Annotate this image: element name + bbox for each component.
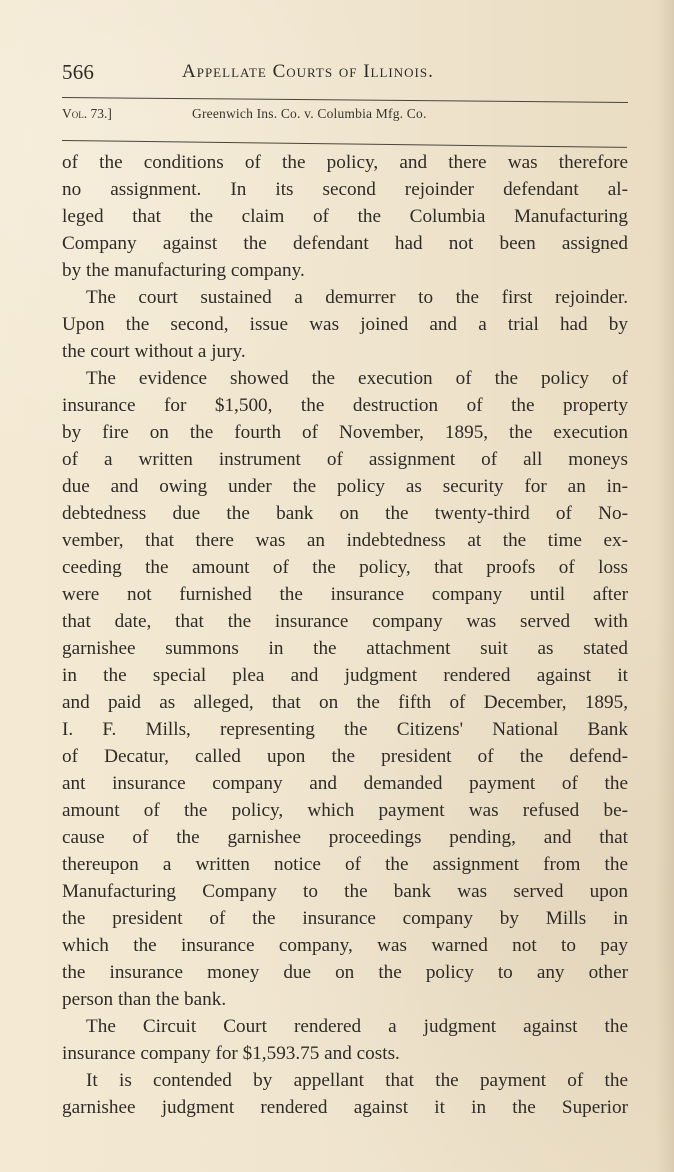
text-line: due and owing under the policy as security for an in- bbox=[62, 476, 628, 497]
text-line: which the insurance company, was warned not to pay bbox=[62, 935, 628, 956]
case-title: Greenwich Ins. Co. v. Columbia Mfg. Co. bbox=[192, 106, 427, 121]
text-line: amount of the policy, which payment was refused be- bbox=[62, 800, 628, 821]
text-line: by fire on the fourth of November, 1895, the execution bbox=[62, 422, 628, 443]
body-text bbox=[62, 149, 628, 1121]
text-line: Manufacturing Company to the bank was served upon bbox=[62, 881, 628, 902]
text-line: ant insurance company and demanded payment of the bbox=[62, 773, 628, 794]
text-line: The evidence showed the execution of the policy of bbox=[86, 368, 628, 389]
case-subheader bbox=[62, 106, 634, 126]
header-rule-bottom bbox=[62, 140, 627, 148]
page-header bbox=[62, 58, 634, 86]
text-line: leged that the claim of the Columbia Manufacturing bbox=[62, 206, 628, 227]
text-line: The Circuit Court rendered a judgment against the bbox=[86, 1016, 628, 1037]
text-line: insurance company for $1,593.75 and costs. bbox=[62, 1043, 400, 1064]
text-line: were not furnished the insurance company until after bbox=[62, 584, 628, 605]
text-line: and paid as alleged, that on the fifth of December, 1895, bbox=[62, 692, 628, 713]
text-line: Upon the second, issue was joined and a trial had by bbox=[62, 314, 628, 335]
text-line: I. F. Mills, representing the Citizens' National Bank bbox=[62, 719, 628, 740]
text-line: garnishee summons in the attachment suit as stated bbox=[62, 638, 628, 659]
header-rule-top bbox=[62, 97, 628, 103]
text-line: that date, that the insurance company was served with bbox=[62, 611, 628, 632]
text-line: the president of the insurance company by Mills in bbox=[62, 908, 628, 929]
text-line: person than the bank. bbox=[62, 989, 227, 1010]
text-line: debtedness due the bank on the twenty-third of No- bbox=[62, 503, 628, 524]
text-line: ceeding the amount of the policy, that proofs of loss bbox=[62, 557, 628, 578]
text-line: cause of the garnishee proceedings pending, and that bbox=[62, 827, 628, 848]
volume-label: Vol. 73.] bbox=[62, 106, 112, 121]
running-title: Appellate Courts of Illinois. bbox=[182, 61, 434, 82]
text-line: by the manufacturing company. bbox=[62, 260, 305, 281]
text-line: of the conditions of the policy, and there was therefore bbox=[62, 152, 628, 173]
text-line: no assignment. In its second rejoinder defendant al- bbox=[62, 179, 628, 200]
text-line: the insurance money due on the policy to any other bbox=[62, 962, 628, 983]
text-line: thereupon a written notice of the assignment from the bbox=[62, 854, 628, 875]
page-number: 566 bbox=[62, 59, 95, 84]
text-line: It is contended by appellant that the payment of the bbox=[86, 1070, 628, 1091]
text-line: Company against the defendant had not been assigned bbox=[62, 233, 628, 254]
text-line: insurance for $1,500, the destruction of the property bbox=[62, 395, 628, 416]
text-line: garnishee judgment rendered against it in the Superior bbox=[62, 1097, 628, 1118]
text-line: The court sustained a demurrer to the first rejoinder. bbox=[86, 287, 628, 308]
page-edge-shadow bbox=[656, 0, 674, 1172]
text-line: vember, that there was an indebtedness at the time ex- bbox=[62, 530, 628, 551]
text-line: of a written instrument of assignment of all moneys bbox=[62, 449, 628, 470]
text-line: in the special plea and judgment rendered against it bbox=[62, 665, 628, 686]
text-line: the court without a jury. bbox=[62, 341, 246, 362]
text-line: of Decatur, called upon the president of the defend- bbox=[62, 746, 628, 767]
